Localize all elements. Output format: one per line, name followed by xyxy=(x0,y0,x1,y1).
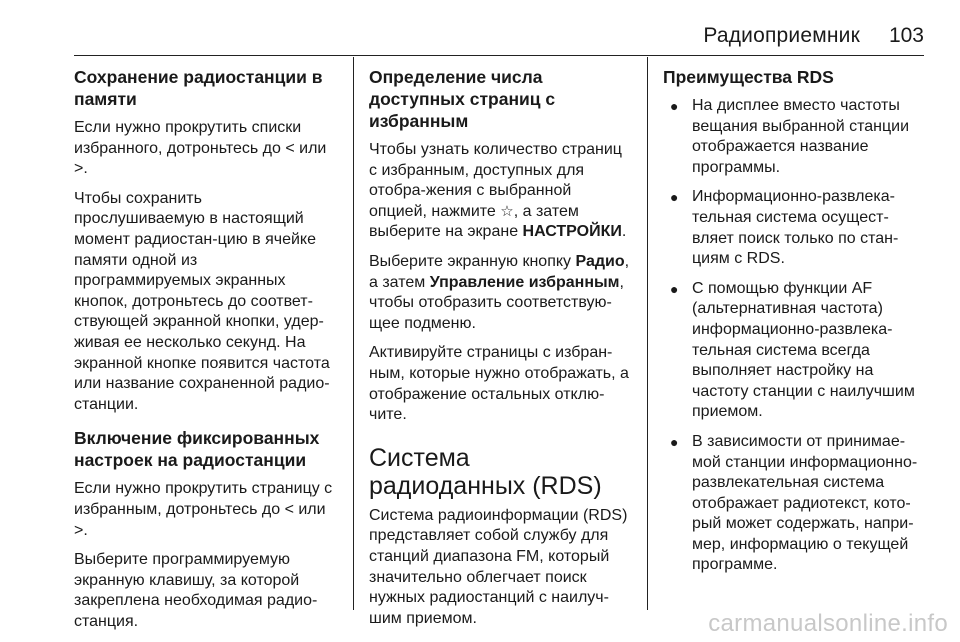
paragraph-count-3: Активируйте страницы с избран-ным, которые нужно отображать, а отображение остальных отклю-чите. xyxy=(369,344,629,424)
text: Если нужно прокрутить страницу с избранным, дотроньтесь до xyxy=(74,480,333,518)
text: , а затем xyxy=(369,252,630,291)
greater-than-icon: > xyxy=(74,521,84,539)
paragraph-fixed-select: Выберите программируемую экранную клавишу, за которой закреплена необходимая радио-станция. xyxy=(74,551,318,630)
list-item xyxy=(663,279,925,423)
text: , чтобы отобразить соответствую-щее подменю. xyxy=(369,273,624,332)
heading-fixed-settings: Включение фиксированных настроек на радиостанции xyxy=(74,428,320,471)
list-item xyxy=(663,432,925,576)
text: . xyxy=(83,160,88,178)
text: Чтобы узнать количество страниц с избранным, доступных для отобра-жения с выбранной опцией, нажмите xyxy=(369,141,622,220)
column-divider-2 xyxy=(647,57,648,610)
paragraph-save-instructions: Чтобы сохранить прослушиваемую в настоящий момент радиостан-цию в ячейке памяти одной из программируемых экранных кнопок, дотроньтесь до соответ-ствующей экранной кнопки, удер-живая ее несколько секунд. На экранной кнопке появится частота или название сохраненной радио-станции. xyxy=(74,189,330,413)
list-item-text: В зависимости от принимае-мой станции информационно-развлекательная система отображает радиотекст, кото-рый может содержать, напри-мер, информацию о текущей программе. xyxy=(692,432,918,574)
paragraph-count-2 xyxy=(369,252,631,334)
list-item-text: С помощью функции AF (альтернативная частота) информационно-развлека-тельная система всегда выполняет настройку на частоту станции с наилучшим приемом. xyxy=(692,279,915,421)
list-item xyxy=(663,96,925,178)
list-item xyxy=(663,187,925,269)
less-than-icon: < xyxy=(285,139,295,157)
text: Выберите экранную кнопку xyxy=(369,252,576,270)
heading-rds: Система радиоданных (RDS) xyxy=(369,443,602,500)
paragraph-rds: Система радиоинформации (RDS) представляет собой службу для станций диапазона FM, который значительно облегчает поиск нужных радиостанций с наилуч-шим приемом. xyxy=(369,506,628,627)
bullet-icon: ● xyxy=(670,98,679,114)
paragraph-fixed-scroll xyxy=(74,479,336,541)
heading-rds-advantages: Преимущества RDS xyxy=(663,67,834,87)
text: , а затем выберите на экране xyxy=(369,202,579,241)
bullet-icon: ● xyxy=(670,189,679,206)
radio-label: Радио xyxy=(575,252,625,270)
greater-than-icon: > xyxy=(74,160,84,178)
column-1 xyxy=(74,66,336,641)
manage-favorites-label: Управление избранным xyxy=(429,273,620,291)
text: . xyxy=(83,521,88,539)
column-divider-1 xyxy=(353,57,354,610)
text: или xyxy=(294,139,327,157)
paragraph-save-scroll xyxy=(74,118,336,180)
advantages-list xyxy=(663,96,925,576)
page-title: Радиоприемник xyxy=(703,24,860,47)
favorites-star-icon: ☆ xyxy=(500,202,514,220)
text: или xyxy=(293,500,326,518)
bullet-icon: ● xyxy=(670,433,679,450)
column-2 xyxy=(369,66,631,638)
text: . xyxy=(621,223,627,241)
heading-save-station: Сохранение радиостанции в памяти xyxy=(74,67,323,109)
list-item-text: На дисплее вместо частоты вещания выбранной станции отображается название программы. xyxy=(692,97,909,176)
header-rule xyxy=(74,55,924,56)
page-number: 103 xyxy=(888,24,924,47)
settings-label: НАСТРОЙКИ xyxy=(522,223,622,241)
text: Если нужно прокрутить списки избранного, дотроньтесь до xyxy=(74,119,302,157)
paragraph-count-1 xyxy=(369,140,631,243)
heading-count-pages: Определение числа доступных страниц с избранным xyxy=(369,67,556,131)
less-than-icon: < xyxy=(284,500,294,518)
bullet-icon: ● xyxy=(670,280,679,297)
column-3 xyxy=(663,66,925,585)
page-header xyxy=(0,0,960,56)
watermark: carmanualsonline.info xyxy=(708,610,948,637)
list-item-text: Информационно-развлека-тельная система осущест-вляет поиск только по стан-циям с RDS. xyxy=(692,188,899,268)
